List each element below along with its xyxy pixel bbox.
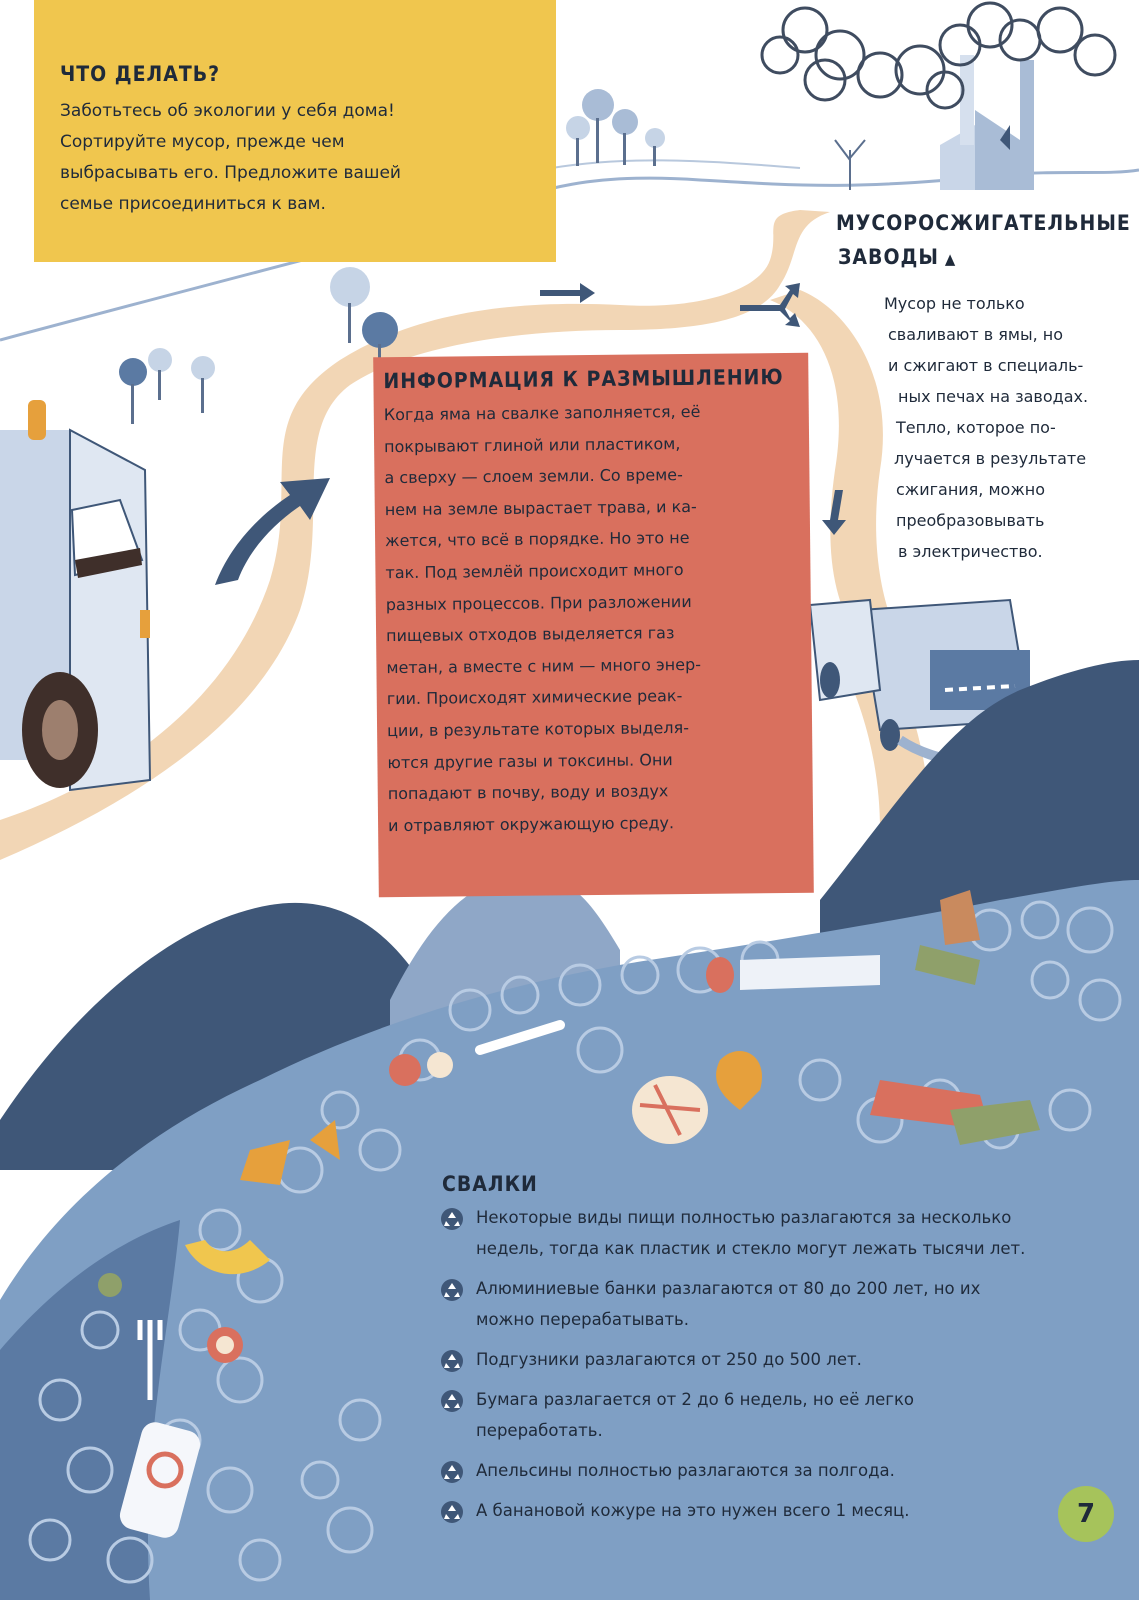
info-line: жется, что всё в порядке. Но это не xyxy=(385,528,690,551)
list-item xyxy=(440,1344,1130,1375)
list-item xyxy=(440,1273,1130,1335)
info-line: попадают в почву, воду и воздух xyxy=(387,781,669,804)
info-box xyxy=(373,353,814,898)
incinerator-line: Мусор не только xyxy=(884,294,1025,313)
info-line: покрывают глиной или пластиком, xyxy=(384,433,681,456)
list-item xyxy=(440,1384,1130,1446)
what-to-do-line: семье присоединиться к вам. xyxy=(60,194,326,214)
incinerator-section xyxy=(836,206,1136,566)
info-title: ИНФОРМАЦИЯ К РАЗМЫШЛЕНИЮ xyxy=(383,364,784,394)
landfill-section xyxy=(440,1172,1130,1552)
incinerator-line: сваливают в ямы, но xyxy=(888,325,1064,344)
info-line: так. Под землёй происходит много xyxy=(385,560,684,583)
what-to-do-title: ЧТО ДЕЛАТЬ? xyxy=(60,62,221,86)
info-line: гии. Происходят химические реак- xyxy=(386,686,683,709)
list-item-line2: переработать. xyxy=(476,1421,603,1440)
what-to-do-box xyxy=(34,0,556,262)
info-line: разных процессов. При разложении xyxy=(385,591,692,614)
incinerator-line: и сжигают в специаль- xyxy=(888,356,1084,375)
info-line: пищевых отходов выделяется газ xyxy=(386,623,675,646)
recycle-icon xyxy=(440,1389,464,1413)
what-to-do-line: Сортируйте мусор, прежде чем xyxy=(60,132,345,152)
what-to-do-line: выбрасывать его. Предложите вашей xyxy=(60,163,401,183)
smoke xyxy=(762,3,1115,108)
info-line: Когда яма на свалке заполняется, её xyxy=(383,401,701,425)
garbage-truck-left xyxy=(0,400,150,790)
incinerator-line: преобразовывать xyxy=(896,511,1045,530)
incinerator-title-line1: МУСОРОСЖИГАТЕЛЬНЫЕ xyxy=(836,211,1131,235)
incinerator-title xyxy=(836,206,1136,276)
info-line: нем на земле вырастает трава, и ка- xyxy=(384,496,697,519)
incinerator-line: Тепло, которое по- xyxy=(896,418,1056,437)
landfill-title: СВАЛКИ xyxy=(442,1172,538,1196)
incinerator-title-line2: ЗАВОДЫ xyxy=(838,245,939,269)
recycle-icon xyxy=(440,1500,464,1524)
info-line: ции, в результате которых выделя- xyxy=(386,717,690,741)
list-item-line2: недель, тогда как пластик и стекло могут лежать тысячи лет. xyxy=(476,1239,1026,1258)
list-item xyxy=(440,1495,1130,1526)
page-number: 7 xyxy=(1058,1486,1114,1542)
triangle-icon: ▲ xyxy=(944,250,957,268)
info-line: и отравляют окружающую среду. xyxy=(387,812,675,835)
incinerator-line: в электричество. xyxy=(898,542,1043,561)
what-to-do-line: Заботьтесь об экологии у себя дома! xyxy=(60,101,395,121)
list-item-line1: Бумага разлагается от 2 до 6 недель, но её легко xyxy=(476,1390,915,1409)
list-item xyxy=(440,1202,1130,1264)
recycle-icon xyxy=(440,1349,464,1373)
landfill-list xyxy=(440,1202,1130,1526)
list-item-line1: Некоторые виды пищи полностью разлагаются за несколько xyxy=(476,1208,1012,1227)
incinerator-line: ных печах на заводах. xyxy=(898,387,1089,406)
recycle-icon xyxy=(440,1278,464,1302)
incinerator-line: лучается в результате xyxy=(894,449,1087,468)
info-body xyxy=(384,395,800,842)
list-item-line1: А банановой кожуре на это нужен всего 1 месяц. xyxy=(476,1501,910,1520)
info-line: метан, а вместе с ним — много энер- xyxy=(386,654,702,677)
recycle-icon xyxy=(440,1207,464,1231)
incinerator-body xyxy=(836,288,1136,567)
list-item-line2: можно перерабатывать. xyxy=(476,1310,690,1329)
info-line: а сверху — слоем земли. Со време- xyxy=(384,465,683,488)
list-item-line1: Апельсины полностью разлагаются за полгода. xyxy=(476,1461,895,1480)
info-line: ются другие газы и токсины. Они xyxy=(387,749,673,772)
recycle-icon xyxy=(440,1460,464,1484)
incinerator-title-line2-wrap xyxy=(836,240,1136,276)
incinerator-line: сжигания, можно xyxy=(896,480,1045,499)
list-item-line1: Алюминиевые банки разлагаются от 80 до 200 лет, но их xyxy=(476,1279,981,1298)
list-item-line1: Подгузники разлагаются от 250 до 500 лет. xyxy=(476,1350,862,1369)
list-item xyxy=(440,1455,1130,1486)
